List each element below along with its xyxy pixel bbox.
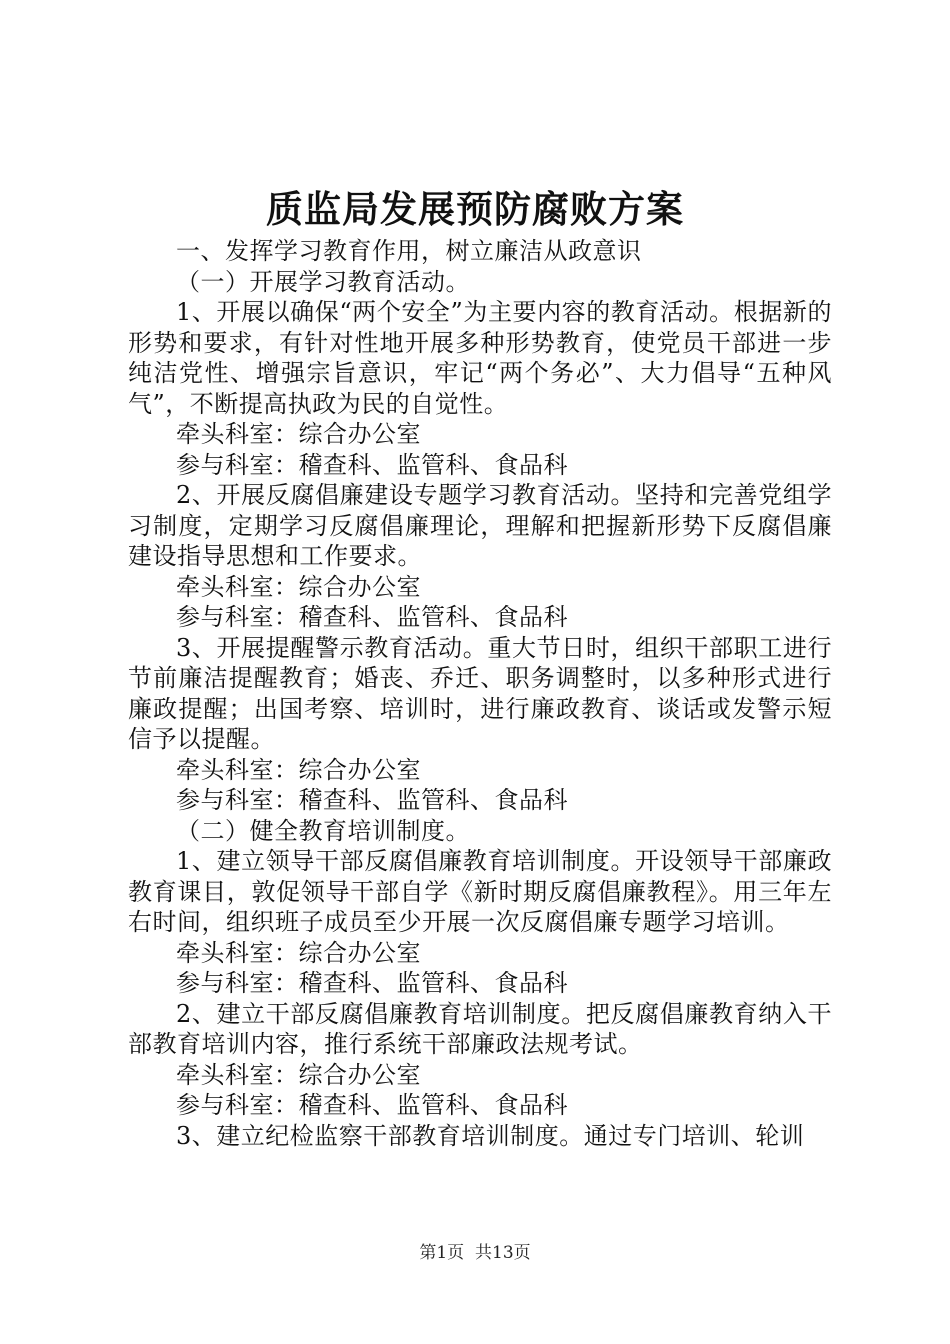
lead-department: 牵头科室：综合办公室	[176, 938, 421, 967]
paragraph: 2、开展反腐倡廉建设专题学习教育活动。坚持和完善党组学习制度，定期学习反腐倡廉理论，理解和把握新形势下反腐倡廉建设指导思想和工作要求。	[128, 481, 832, 570]
lead-department: 牵头科室：综合办公室	[176, 420, 421, 448]
participating-departments: 参与科室：稽查科、监管科、食品科	[176, 969, 568, 997]
lead-department: 牵头科室：综合办公室	[176, 572, 421, 601]
paragraph: 1、建立领导干部反腐倡廉教育培训制度。开设领导干部廉政教育课目，敦促领导干部自学《新时期反腐倡廉教程》。用三年左右时间，组织班子成员至少开展一次反腐倡廉专题学习培训。	[128, 847, 832, 936]
participating-departments: 参与科室：稽查科、监管科、食品科	[176, 1091, 568, 1119]
page-number: 第1页	[419, 1243, 465, 1263]
subsection-heading: （二）健全教育培训制度。	[176, 816, 470, 845]
document-body	[128, 236, 832, 1151]
lead-department: 牵头科室：综合办公室	[176, 755, 421, 784]
participating-departments: 参与科室：稽查科、监管科、食品科	[176, 786, 568, 814]
participating-departments: 参与科室：稽查科、监管科、食品科	[176, 450, 568, 479]
lead-department: 牵头科室：综合办公室	[176, 1060, 421, 1089]
paragraph: 1、开展以确保“两个安全”为主要内容的教育活动。根据新的形势和要求，有针对性地开展多种形势教育，使党员干部进一步纯洁党性、增强宗旨意识，牢记“两个务必”、大力倡导“五种风气”，不断提高执政为民的自觉性。	[128, 298, 832, 418]
page-footer	[0, 1242, 950, 1264]
subsection-heading: （一）开展学习教育活动。	[176, 267, 470, 296]
participating-departments: 参与科室：稽查科、监管科、食品科	[176, 603, 568, 631]
paragraph: 3、开展提醒警示教育活动。重大节日时，组织干部职工进行节前廉洁提醒教育；婚丧、乔迁、职务调整时，以多种形式进行廉政提醒；出国考察、培训时，进行廉政教育、谈话或发警示短信予以提醒。	[128, 633, 832, 753]
section-heading: 一、发挥学习教育作用，树立廉洁从政意识	[176, 237, 642, 265]
document-title: 质监局发展预防腐败方案	[266, 187, 684, 231]
page-total: 共13页	[475, 1243, 531, 1263]
paragraph: 3、建立纪检监察干部教育培训制度。通过专门培训、轮训	[176, 1121, 805, 1150]
paragraph: 2、建立干部反腐倡廉教育培训制度。把反腐倡廉教育纳入干部教育培训内容，推行系统干部廉政法规考试。	[128, 999, 832, 1058]
